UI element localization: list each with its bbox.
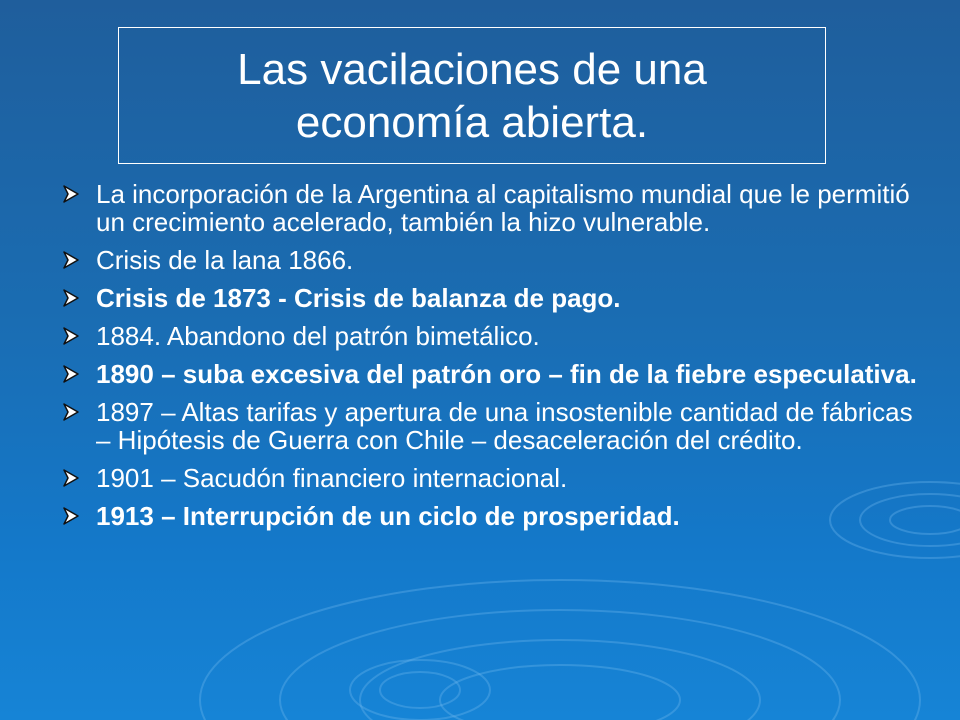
bullet-item (60, 502, 920, 530)
arrowhead-bullet-icon (60, 502, 96, 530)
bullet-text: La incorporación de la Argentina al capitalismo mundial que le permitió un crecimiento acelerado, también la hizo vulnerable. (96, 179, 910, 237)
bullet-item (60, 398, 920, 454)
bullet-item (60, 284, 920, 312)
bullet-text: 1884. Abandono del patrón bimetálico. (96, 321, 540, 351)
title-line-2: economía abierta. (295, 97, 649, 147)
bullet-item (60, 180, 920, 236)
arrowhead-bullet-icon (60, 246, 96, 274)
arrowhead-bullet-icon (60, 360, 96, 388)
bullet-item (60, 246, 920, 274)
bullet-text: 1890 – suba excesiva del patrón oro – fin de la fiebre especulativa. (96, 359, 917, 389)
slide-title (119, 43, 825, 149)
bullet-text: 1913 – Interrupción de un ciclo de prosperidad. (96, 501, 680, 531)
title-line-1: Las vacilaciones de una (237, 44, 707, 94)
bullet-item (60, 464, 920, 492)
arrowhead-bullet-icon (60, 464, 96, 492)
bullet-text: 1901 – Sacudón financiero internacional. (96, 463, 568, 493)
bullet-item (60, 322, 920, 350)
bullet-text: 1897 – Altas tarifas y apertura de una insostenible cantidad de fábricas – Hipótesis de Guerra con Chile – desaceleración del crédito. (96, 397, 913, 455)
title-box (118, 27, 826, 164)
bullet-text: Crisis de la lana 1866. (96, 245, 354, 275)
bullet-item (60, 360, 920, 388)
arrowhead-bullet-icon (60, 322, 96, 350)
arrowhead-bullet-icon (60, 180, 96, 208)
arrowhead-bullet-icon (60, 398, 96, 426)
arrowhead-bullet-icon (60, 284, 96, 312)
bullet-text: Crisis de 1873 - Crisis de balanza de pago. (96, 283, 621, 313)
bullet-list (60, 180, 920, 540)
